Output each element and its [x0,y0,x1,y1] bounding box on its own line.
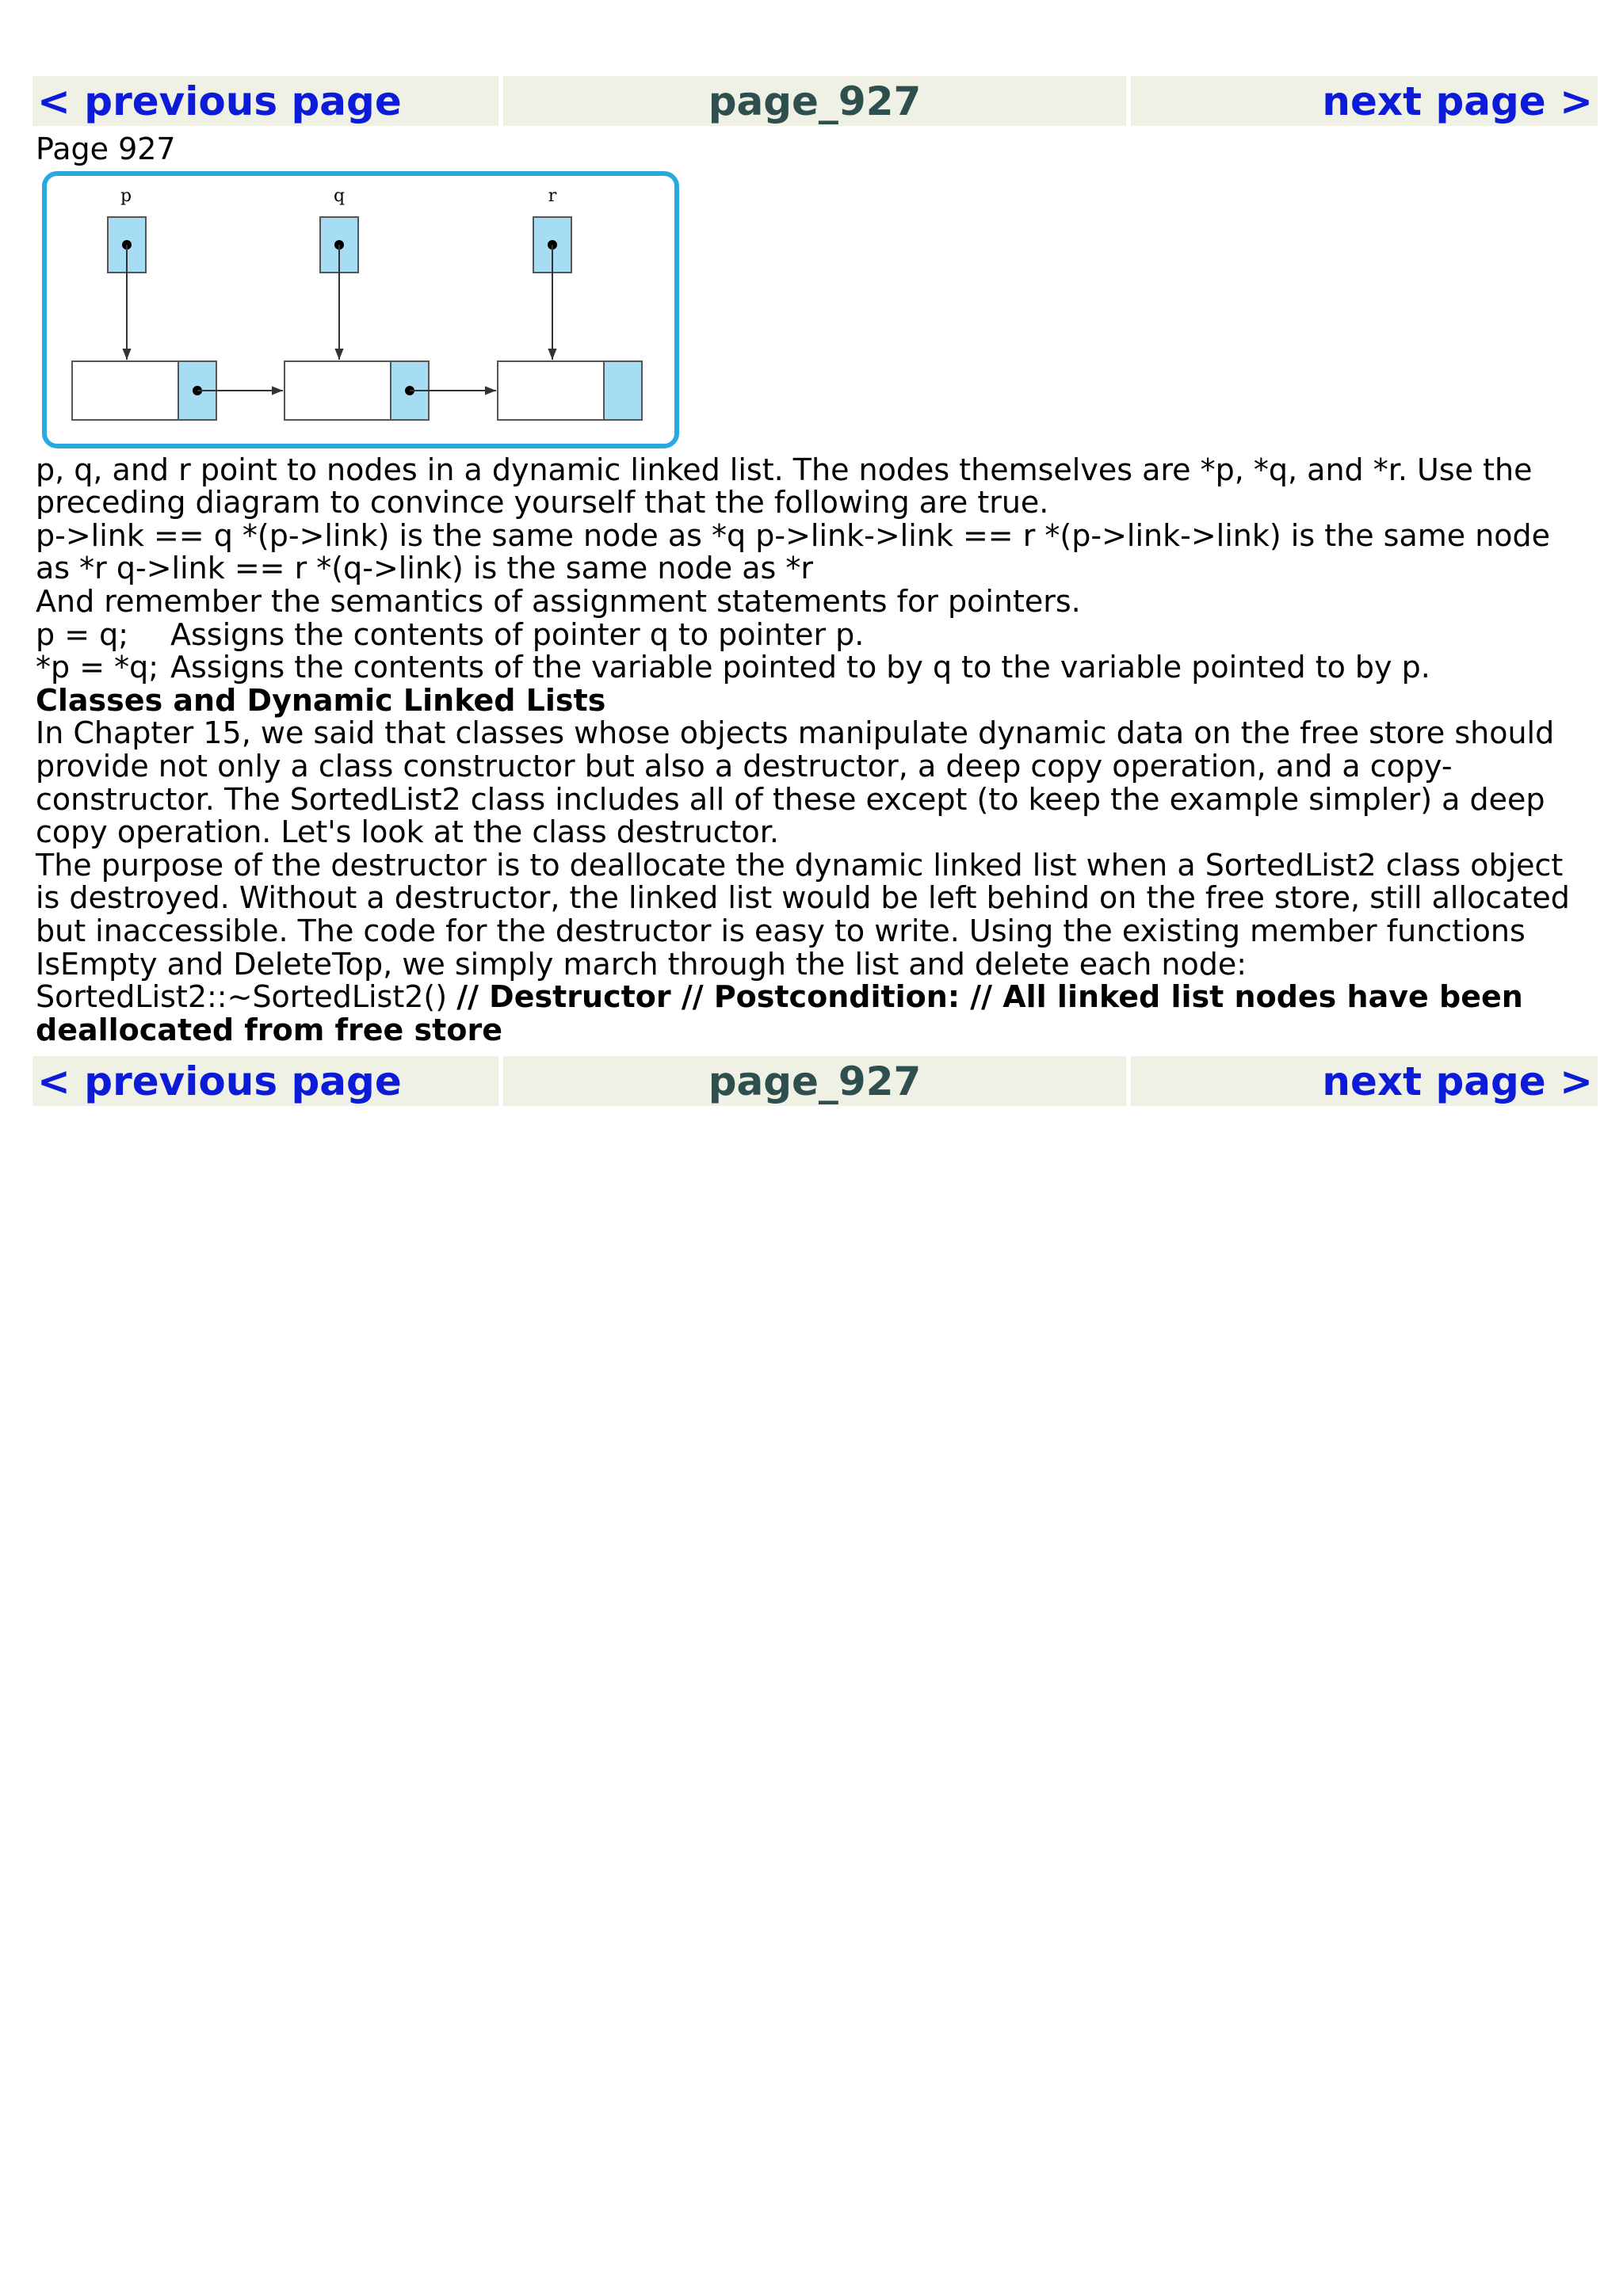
page-number-label: Page 927 [36,132,176,166]
linked-list-diagram [42,171,685,452]
previous-page-link[interactable]: < previous page [37,78,402,124]
next-cell [1131,1056,1598,1106]
prev-cell [32,76,498,126]
pointer-label-r: r [548,185,557,206]
section-heading: Classes and Dynamic Linked Lists [36,682,606,718]
assignment-statement: *p = *q; [36,650,159,685]
page-content [36,133,1589,1047]
next-page-link[interactable]: next page > [1322,1058,1593,1104]
pointer-label-p: p [120,185,132,206]
paragraph-destructor-purpose: The purpose of the destructor is to deallocate the dynamic linked list when a SortedList2 class object is destroyed. Without a destructor, the linked list would be left behind on the free store, still allocated but inaccessible. The code for the destructor is easy to write. Using the existing member functions IsEmpty and DeleteTop, we simply march through the list and delete each node: [36,847,1570,982]
assignment-description: Assigns the contents of the variable pointed to by q to the variable pointed to by p. [170,650,1430,685]
paragraph-intro: p, q, and r point to nodes in a dynamic linked list. The nodes themselves are *p, *q, and *r. Use the preceding diagram to convince yourself that the following are true. [36,452,1533,521]
pointer-label-q: q [333,185,346,206]
assignment-row-1 [36,616,1589,652]
code-comment: // Destructor // Postcondition: // All linked list nodes have been deallocated from free store [36,979,1523,1047]
page-indicator: page_927 [503,1056,1126,1106]
bottom-nav-bar [32,1056,1598,1106]
page-indicator: page_927 [503,76,1126,126]
prev-cell [32,1056,498,1106]
paragraph-pointer-equalities: p->link == q *(p->link) is the same node as *q p->link->link == r *(p->link->link) is the same node as *r q->link == r *(q->link) is the same node as *r [36,517,1551,586]
paragraph-remember: And remember the semantics of assignment statements for pointers. [36,583,1081,619]
assignment-row-2 [36,651,1589,685]
next-page-link[interactable]: next page > [1322,78,1593,124]
paragraph-chapter-15: In Chapter 15, we said that classes whose objects manipulate dynamic data on the free store should provide not only a class constructor but also a destructor, a deep copy operation, and a copy-constructor. The SortedList2 class includes all of these except (to keep the example simpler) a deep copy operation. Let's look at the class destructor. [36,715,1555,850]
assignment-statement: p = q; [36,616,129,652]
node-3 [498,361,642,420]
code-signature: SortedList2::~SortedList2() [36,979,448,1015]
next-cell [1131,76,1598,126]
previous-page-link[interactable]: < previous page [37,1058,402,1104]
assignment-description: Assigns the contents of pointer q to pointer p. [170,616,865,652]
top-nav-bar [32,76,1598,126]
code-destructor-line [36,981,1589,1047]
